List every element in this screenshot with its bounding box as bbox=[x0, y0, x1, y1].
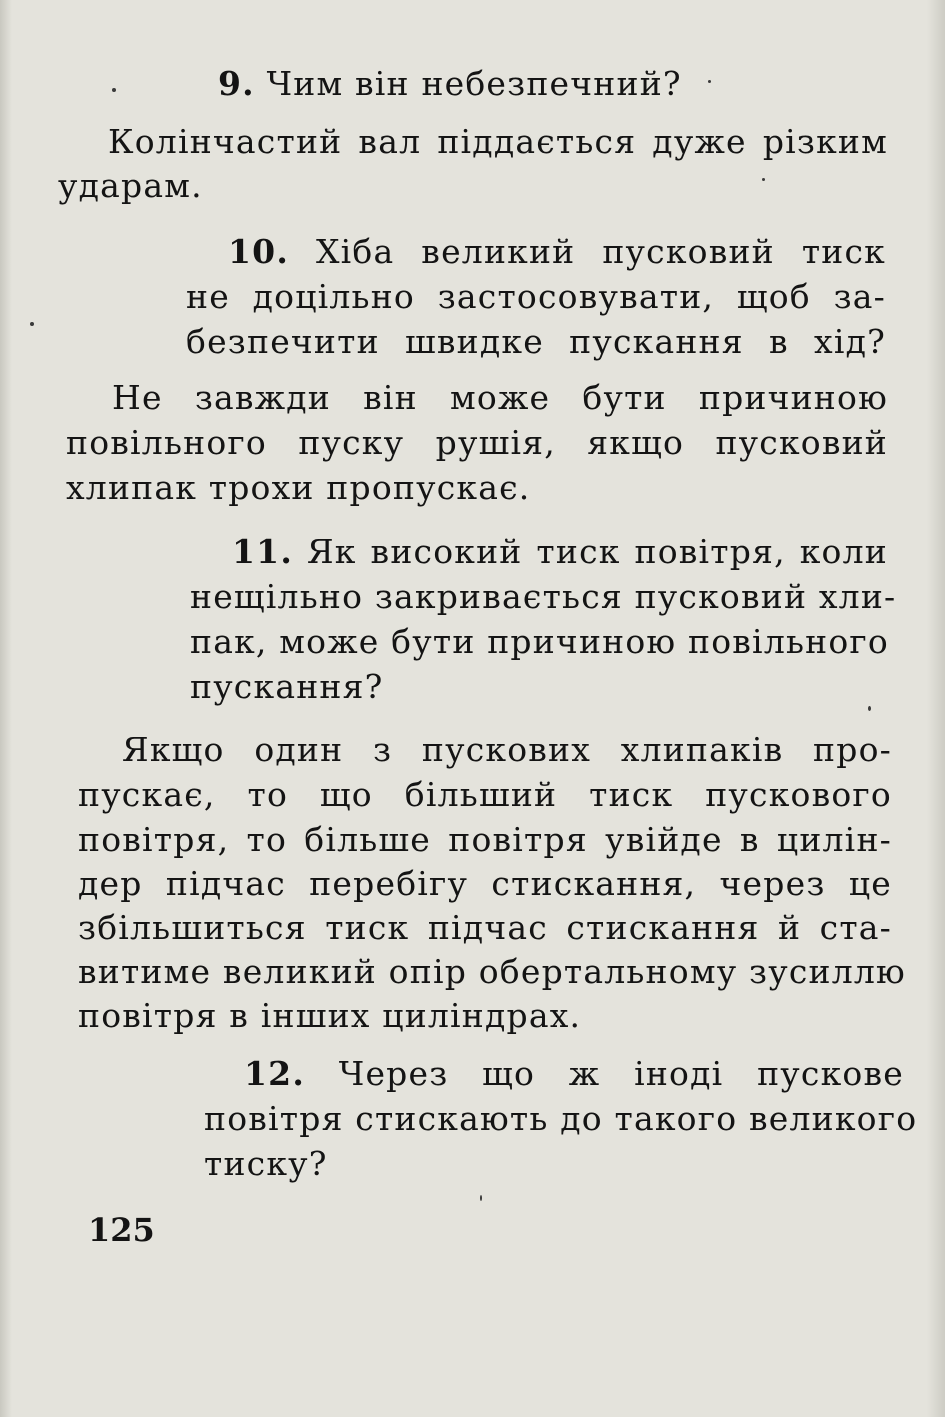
question-12-line: тиску? bbox=[204, 1144, 328, 1183]
question-text-line: Через що ж іноді пускове bbox=[338, 1054, 904, 1093]
answer-11-line: пускає, то що більший тиск пускового bbox=[78, 775, 892, 814]
question-10 bbox=[228, 230, 886, 274]
question-text-line: Чим він небезпечний? bbox=[266, 64, 682, 103]
scan-speck bbox=[30, 322, 34, 326]
answer-11-line: повітря в інших циліндрах. bbox=[78, 996, 582, 1035]
answer-9-line: ударам. bbox=[58, 166, 203, 205]
question-10-line: безпечити швидке пускання в хід? bbox=[186, 322, 886, 361]
answer-11-line: дер підчас перебігу стискання, через це bbox=[78, 864, 892, 903]
question-text-line: Як високий тиск повітря, коли bbox=[306, 532, 888, 571]
scan-speck bbox=[762, 178, 765, 181]
question-text-line: Хіба великий пусковий тиск bbox=[315, 232, 886, 271]
question-number: 12. bbox=[244, 1054, 306, 1093]
scan-speck bbox=[708, 80, 711, 83]
question-number: 9. bbox=[218, 64, 255, 103]
answer-10-line: повільного пуску рушія, якщо пусковий bbox=[66, 423, 888, 462]
answer-10-line: Не завжди він може бути причиною bbox=[112, 378, 888, 417]
page-number: 125 bbox=[88, 1211, 155, 1249]
answer-11-line: витиме великий опір обертальному зусиллю bbox=[78, 952, 906, 991]
answer-11-line: повітря, то більше повітря увійде в цилін- bbox=[78, 820, 892, 859]
scan-speck bbox=[868, 706, 871, 711]
question-10-line: не доцільно застосовувати, щоб за- bbox=[186, 277, 886, 316]
answer-11-line: збільшиться тиск підчас стискання й ста- bbox=[78, 908, 892, 947]
question-12-line: повітря стискають до такого великого bbox=[204, 1099, 918, 1138]
question-number: 10. bbox=[228, 232, 290, 271]
question-11-line: пак, може бути причиною повільного bbox=[190, 622, 889, 661]
answer-10-line: хлипак трохи пропускає. bbox=[66, 468, 531, 507]
question-11-line: нещільно закривається пусковий хли- bbox=[190, 577, 897, 616]
scan-speck bbox=[112, 88, 116, 92]
question-number: 11. bbox=[232, 532, 294, 571]
question-12 bbox=[244, 1052, 904, 1096]
scan-speck bbox=[480, 1195, 482, 1201]
answer-9-line: Колінчастий вал піддається дуже різким bbox=[108, 122, 888, 161]
page-left-edge bbox=[0, 0, 12, 1417]
answer-11-line: Якщо один з пускових хлипаків про- bbox=[122, 730, 892, 769]
question-11 bbox=[232, 530, 888, 574]
page-right-edge bbox=[927, 0, 945, 1417]
question-9 bbox=[218, 62, 682, 106]
question-11-line: пускання? bbox=[190, 667, 384, 706]
